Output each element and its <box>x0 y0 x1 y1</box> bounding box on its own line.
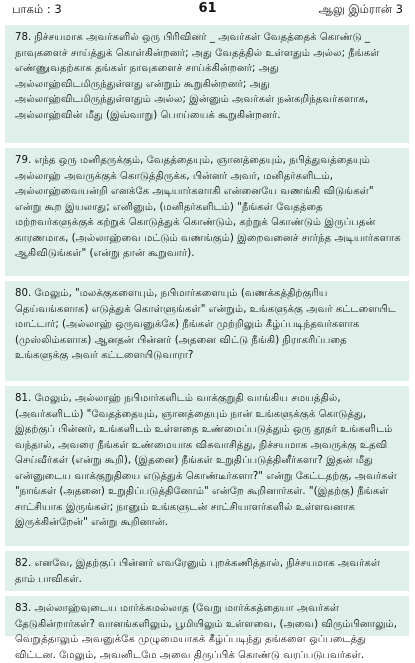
page-header <box>0 0 415 18</box>
chapter-title: ஆலு இம்ரான் 3 <box>318 2 403 16</box>
verse-80-panel <box>5 281 409 381</box>
verse-83-panel <box>5 596 409 661</box>
verse-79-text: 79. எந்த ஒரு மனிதருக்கும், வேதத்தையும், ஞானத்தையும், நபித்துவத்தையும் அல்லாஹ் அவருக்குக் கொடுத்திருக்க, பின்னர் அவர், மனிதர்களிடம், அல்லாஹ்வையன்றி எனக்கே அடியார்களாகி என்னையே வணங்கி விடுங்கள்" என்று கூற இயலாது; எனினும், (மனிதர்களிடம்) "நீங்கள் வேதத்தை மற்றவர்களுக்குக் கற்றுக் கொடுத்துக் கொண்டும், கற்றுக் கொண்டும் இருப்பதன் காரணமாக, (அல்லாஹ்வை மட்டும் வணங்கும்) இறைவனைச் சார்ந்த அடியார்களாக ஆகிவிடுங்கள்" (என்று தான் கூறுவார்). <box>15 155 401 259</box>
verse-83-text: 83. அல்லாஹ்வுடைய மார்க்கமல்லாத (வேறு மார்க்கத்தையா அவர்கள் தேடுகின்றார்கள்? வானங்களிலும், பூமியிலும் உள்ளவை, (அவை) விரும்பினாலும், வெறுத்தாலும் அவனுக்கே முழுமையாகக் கீழ்ப்படிந்து தங்களை ஒப்படைத்து விட்டன. மேலும், அவனிடமே அவை திருப்பிக் கொண்டு வரப்படுபவர்கள். <box>15 603 398 661</box>
verse-80-text: 80. மேலும், "மலக்குகளையும், நபிமார்களையும் (வணக்கத்திற்குரிய தெய்வங்களாக) எடுத்துக் கொள்ளுங்கள்" என்றும், உங்களுக்கு அவர் கட்டளையிட மாட்டார்; (அல்லாஹ் ஒருவனுக்கே) நீங்கள் முற்றிலும் கீழ்ப்படிந்தவர்களாக (முஸ்லிம்களாக) ஆனதன் பின்னர் (அதனை விட்டு நீங்கி) நிராகரிப்பதை உங்களுக்கு அவர் கட்டளையிடுவாரா? <box>15 288 397 361</box>
verse-81-text: 81. மேலும், அல்லாஹ் நபிமார்களிடம் வாக்குறுதி வாங்கிய சமயத்தில், (அவர்களிடம்) "வேதத்தையும், ஞானத்தையும் நான் உங்களுக்குக் கொடுத்து, இதற்குப் பின்னர், உங்களிடம் உள்ளதை உண்மைப்படுத்தும் ஒரு தூதர் உங்களிடம் வந்தால், அவரை நீங்கள் உண்மையாக விசுவாசித்து, நிச்சயமாக அவருக்கு உதவி செய்வீர்கள் (என்று கூறி), (இதனை) நீங்கள் உறுதிப்படுத்தினீர்களா? இதன் மீது என்னுடைய வாக்குறுதியை எடுத்துக் கொண்டீர்களா?" என்று கேட்டதற்கு, அவர்கள் "நாங்கள் (அதனை) உறுதிப்படுத்தினோம்" என்றே கூறினார்கள். "(இதற்கு) நீங்கள் சாட்சியாக இருங்கள்; நானும் உங்களுடன் சாட்சியாளர்களில் உள்ளவனாக இருக்கின்றேன்" என்று கூறினான். <box>15 393 397 528</box>
part-number: பாகம் : 3 <box>12 2 62 16</box>
verse-82-panel <box>5 551 409 591</box>
verse-78-panel <box>5 25 409 143</box>
verse-78-text: 78. நிச்சயமாக அவர்களில் ஒரு பிரிவினர் _ அவர்கள் வேதத்தைக் கொண்டு _ நாவுகளைச் சாய்த்துக் கொள்கின்றனர்; அது வேதத்தில் உள்ளதும் அல்ல; நீங்கள் எண்ணுவதற்காக தங்கள் நாவுகளைச் சாய்க்கின்றனர்; அது அல்லாஹ்விடமிருந்துள்ளது என்றும் கூறுகின்றனர்; அது அல்லாஹ்விடமிருந்துள்ளதும் அல்ல; இன்னும் அவர்கள் நன்கறிந்தவர்களாக, அல்லாஹ்வின் மீது (இவ்வாறு) பொய்யைக் கூறுகின்றனர். <box>15 32 380 121</box>
verse-81-panel <box>5 386 409 546</box>
page-number: 61 <box>198 1 217 16</box>
verse-79-panel <box>5 148 409 276</box>
verse-82-text: 82. எனவே, இதற்குப் பின்னர் எவரேனும் புறக்கணித்தால், நிச்சயமாக அவர்கள் தாம் பாவிகள். <box>15 558 381 585</box>
